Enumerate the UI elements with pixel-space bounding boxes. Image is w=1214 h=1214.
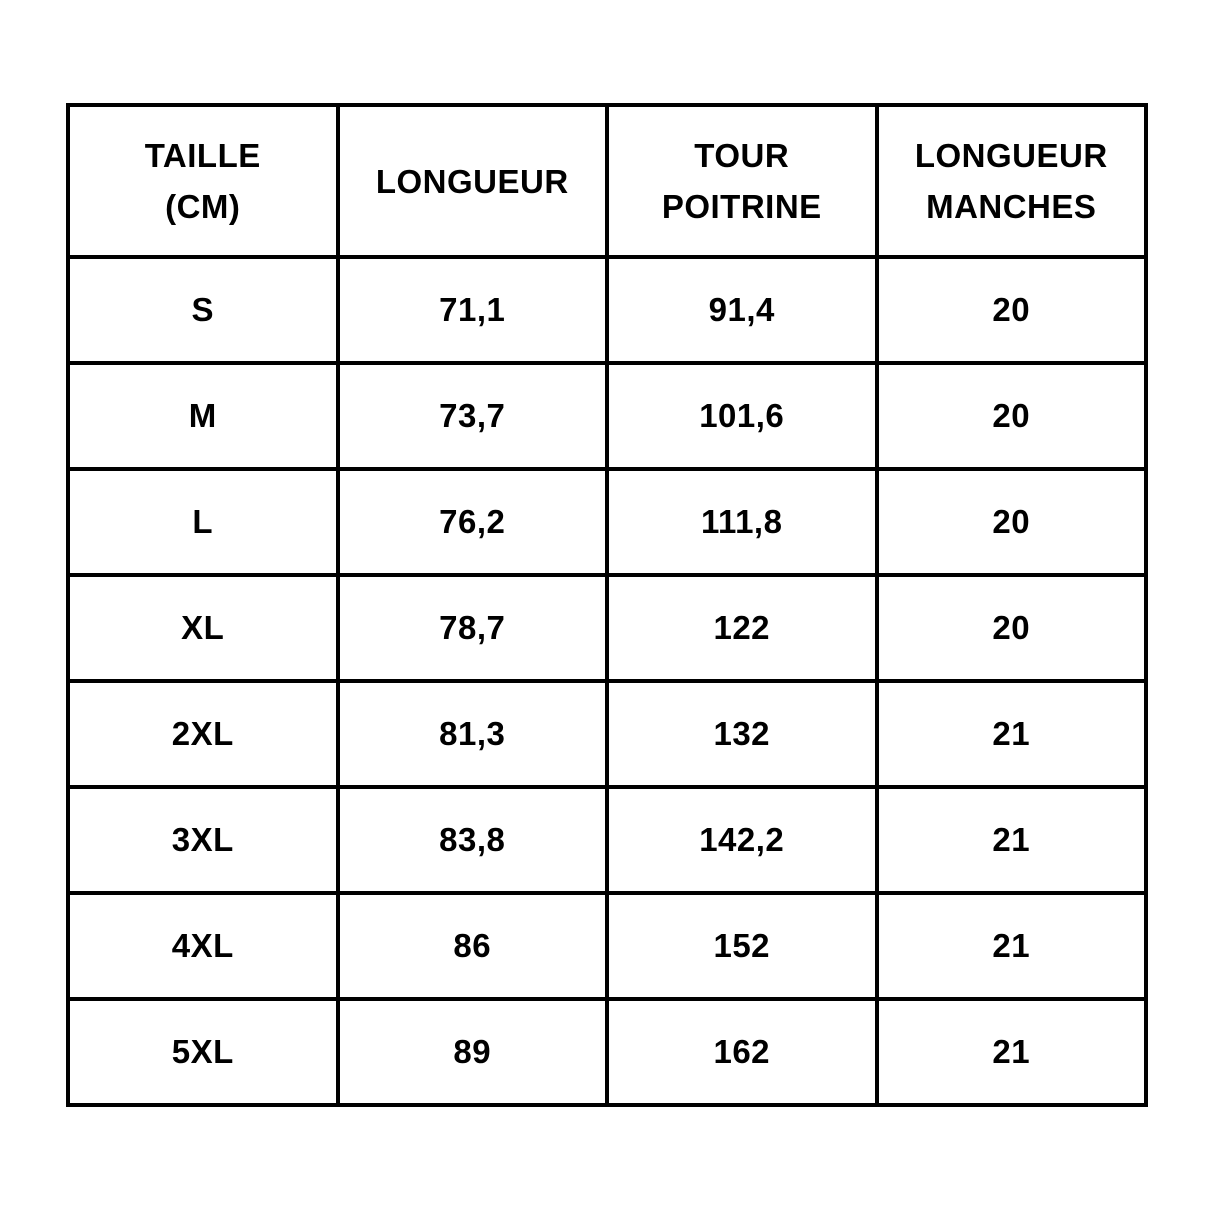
table-row [68,469,1146,575]
size-cell: 5XL [68,999,338,1105]
column-header [338,105,608,257]
column-header-line: (CM) [165,188,241,225]
table-head [68,105,1146,257]
value-cell: 73,7 [338,363,608,469]
table-row [68,787,1146,893]
value-cell: 78,7 [338,575,608,681]
size-chart-table [66,103,1148,1107]
value-cell: 21 [877,787,1147,893]
value-cell: 162 [607,999,877,1105]
header-row [68,105,1146,257]
column-header [68,105,338,257]
value-cell: 20 [877,575,1147,681]
column-header [877,105,1147,257]
value-cell: 91,4 [607,257,877,363]
column-header-line: TOUR [694,137,790,174]
value-cell: 142,2 [607,787,877,893]
size-cell: 4XL [68,893,338,999]
size-cell: M [68,363,338,469]
value-cell: 152 [607,893,877,999]
value-cell: 83,8 [338,787,608,893]
value-cell: 89 [338,999,608,1105]
value-cell: 21 [877,681,1147,787]
table-row [68,257,1146,363]
value-cell: 86 [338,893,608,999]
value-cell: 101,6 [607,363,877,469]
value-cell: 76,2 [338,469,608,575]
size-cell: S [68,257,338,363]
size-cell: L [68,469,338,575]
table-row [68,363,1146,469]
table-row [68,575,1146,681]
column-header-line: MANCHES [926,188,1097,225]
value-cell: 21 [877,893,1147,999]
column-header [607,105,877,257]
value-cell: 111,8 [607,469,877,575]
column-header-line: LONGUEUR [375,162,569,200]
value-cell: 122 [607,575,877,681]
value-cell: 81,3 [338,681,608,787]
value-cell: 20 [877,257,1147,363]
table-row [68,893,1146,999]
value-cell: 132 [607,681,877,787]
size-cell: XL [68,575,338,681]
table-row [68,681,1146,787]
size-cell: 3XL [68,787,338,893]
column-header-line: TAILLE [144,137,261,174]
size-cell: 2XL [68,681,338,787]
value-cell: 20 [877,363,1147,469]
value-cell: 21 [877,999,1147,1105]
column-header-line: POITRINE [661,188,822,225]
column-header-line: LONGUEUR [914,137,1108,174]
value-cell: 71,1 [338,257,608,363]
table-body [68,257,1146,1105]
value-cell: 20 [877,469,1147,575]
table-row [68,999,1146,1105]
